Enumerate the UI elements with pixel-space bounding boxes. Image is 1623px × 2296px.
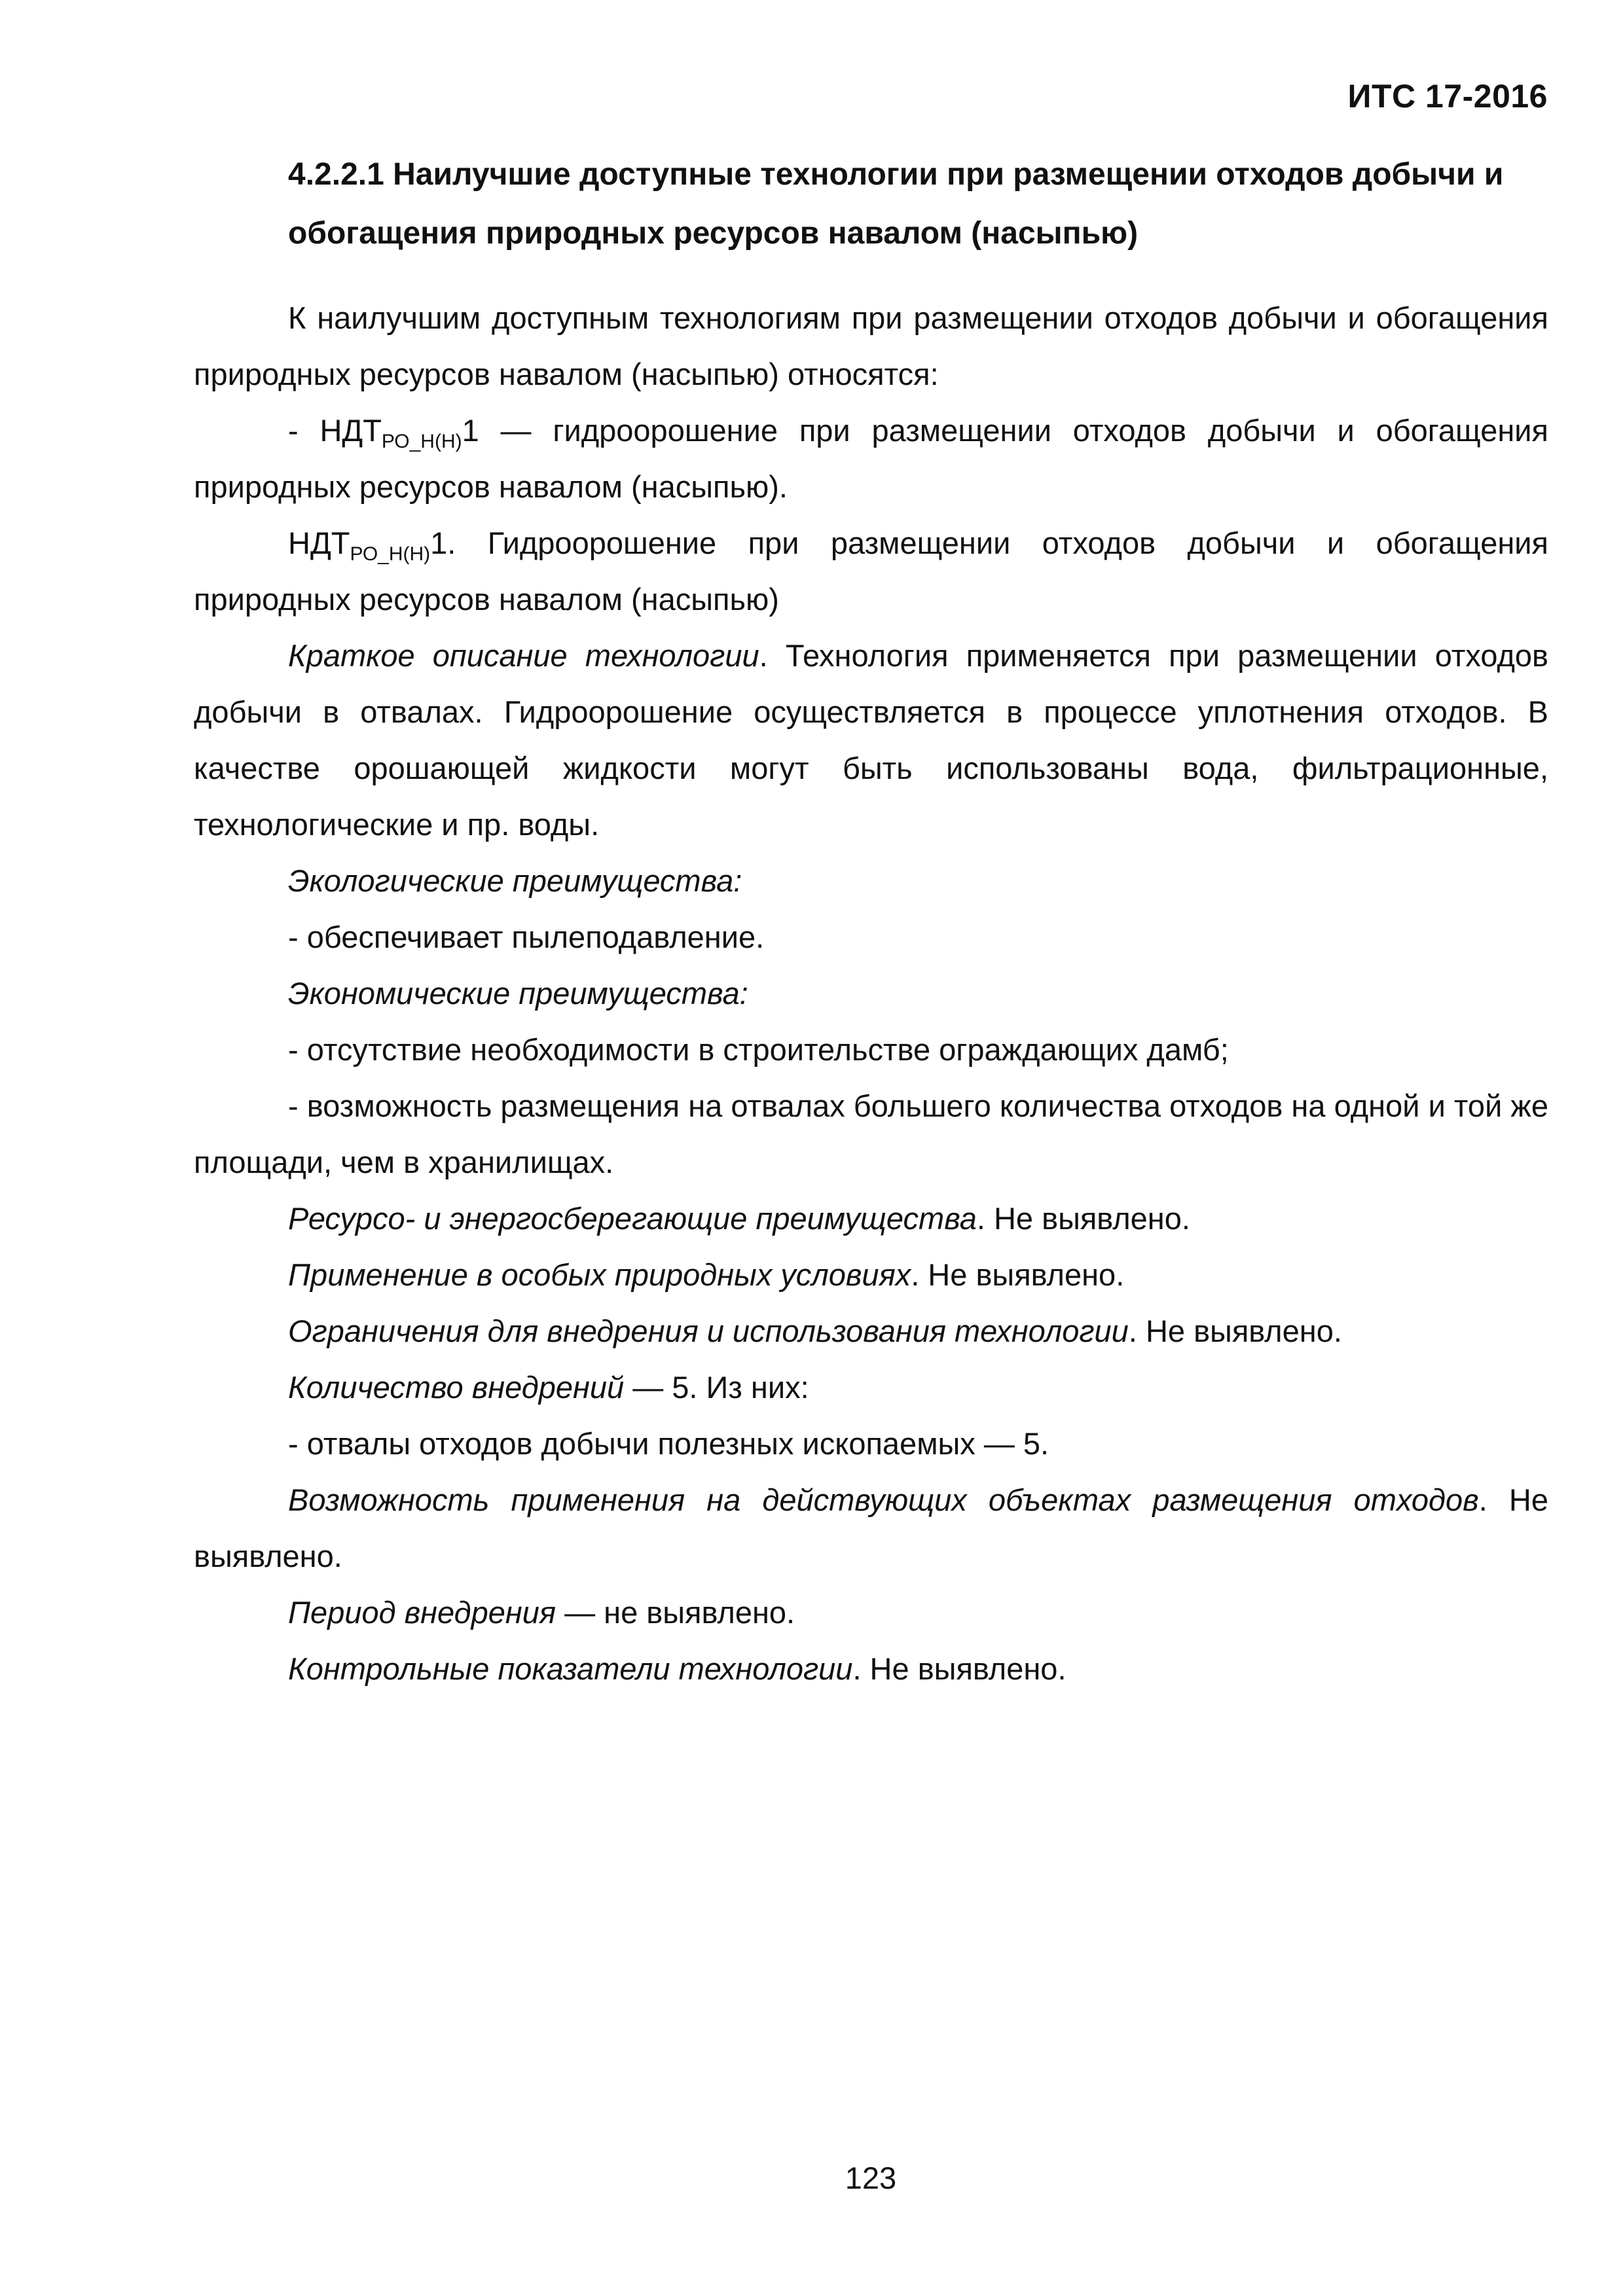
implementation-period-label: Период внедрения — [288, 1595, 556, 1630]
technology-title-prefix: НДТ — [288, 526, 350, 560]
description-text: . Технология применяется при размещении отходов добычи в отвалах. Гидроорошение осуществляется в процессе уплотнения отходов. В качестве орошающей жидкости могут быть использованы вода, фильтрационные, технологические и пр. воды. — [194, 638, 1549, 842]
control-indicators-text: . Не выявлено. — [852, 1651, 1067, 1686]
bat-list-item-prefix: - НДТ — [288, 413, 382, 448]
ecological-advantage-item: - обеспечивает пылеподавление. — [288, 920, 765, 954]
document-code: ИТС 17-2016 — [1347, 78, 1548, 115]
intro-paragraph: К наилучшим доступным технологиям при размещении отходов добычи и обогащения природных ресурсов навалом (насыпью) относятся: — [194, 300, 1548, 391]
limitations-paragraph — [194, 1303, 1548, 1359]
implementations-text: — 5. Из них: — [624, 1370, 809, 1405]
page-number: 123 — [845, 2161, 897, 2195]
economic-advantages-label: Экономические преимущества: — [288, 976, 748, 1011]
control-indicators-paragraph — [194, 1641, 1548, 1697]
economic-advantage-item: - возможность размещения на отвалах большего количества отходов на одной и той же площади, чем в хранилищах. — [194, 1088, 1548, 1179]
description-paragraph — [194, 628, 1548, 853]
control-indicators-label: Контрольные показатели технологии — [288, 1651, 853, 1686]
resource-saving-text: . Не выявлено. — [976, 1201, 1190, 1236]
resource-saving-label: Ресурсо- и энергосберегающие преимущества — [288, 1201, 977, 1236]
existing-objects-paragraph — [194, 1472, 1548, 1585]
ecological-advantages-label: Экологические преимущества: — [288, 863, 742, 898]
technology-title-text: 1. Гидроорошение при размещении отходов добычи и обогащения природных ресурсов навалом (насыпью) — [194, 526, 1548, 617]
implementations-label: Количество внедрений — [288, 1370, 625, 1405]
special-conditions-label: Применение в особых природных условиях — [288, 1257, 911, 1292]
limitations-label: Ограничения для внедрения и использования технологии — [288, 1314, 1129, 1348]
special-conditions-text: . Не выявлено. — [911, 1257, 1125, 1292]
technology-title — [194, 515, 1548, 628]
description-label: Краткое описание технологии — [288, 638, 759, 673]
bat-list-item-text: 1 — гидроорошение при размещении отходов добычи и обогащения природных ресурсов навалом (насыпью). — [194, 413, 1548, 504]
bat-list-item — [194, 403, 1548, 515]
existing-objects-label: Возможность применения на действующих объектах размещения отходов — [288, 1482, 1479, 1517]
bat-list-item-subscript: РО_Н(Н) — [381, 431, 462, 452]
section-heading: 4.2.2.1 Наилучшие доступные технологии при размещении отходов добычи и обогащения природных ресурсов навалом (насыпью) — [288, 157, 1504, 251]
body-text — [194, 290, 1548, 1697]
existing-objects-text: . Не выявлено. — [194, 1482, 1549, 1573]
technology-title-subscript: РО_Н(Н) — [350, 543, 431, 565]
implementation-item: - отвалы отходов добычи полезных ископаемых — 5. — [288, 1426, 1049, 1461]
implementation-period-paragraph — [194, 1585, 1548, 1641]
limitations-text: . Не выявлено. — [1128, 1314, 1342, 1348]
resource-saving-paragraph — [194, 1191, 1548, 1247]
economic-advantage-item: - отсутствие необходимости в строительстве ограждающих дамб; — [288, 1032, 1229, 1067]
implementations-paragraph — [194, 1359, 1548, 1416]
implementation-period-text: — не выявлено. — [556, 1595, 795, 1630]
special-conditions-paragraph — [194, 1247, 1548, 1303]
